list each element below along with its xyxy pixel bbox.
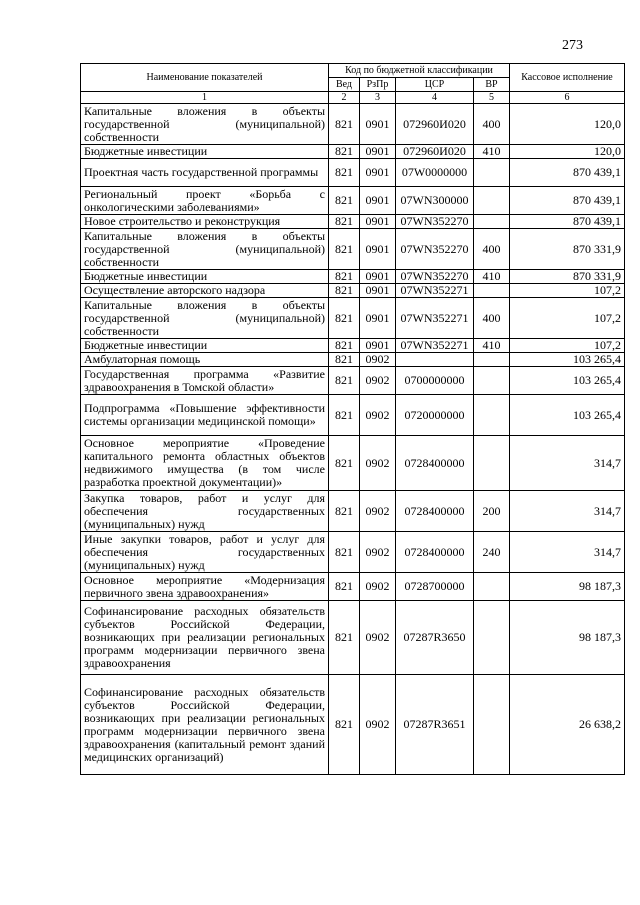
row-vr: 400 [474,229,510,270]
row-csr: 07WN352270 [396,215,474,229]
row-indicator-name: Проектная часть государственной программы [81,159,329,187]
row-rzpr: 0901 [360,145,396,159]
row-cash-execution: 103 265,4 [510,367,625,395]
row-vr [474,395,510,436]
row-ved: 821 [329,104,360,145]
row-vr: 410 [474,339,510,353]
header-vr: ВР [474,78,510,92]
row-vr [474,573,510,601]
table-row [81,532,625,573]
column-number: 2 [329,92,360,104]
header-indicator-name: Наименование показателей [81,64,329,92]
row-indicator-name: Бюджетные инвестиции [81,145,329,159]
row-vr [474,436,510,491]
row-cash-execution: 870 439,1 [510,187,625,215]
table-row [81,601,625,675]
row-vr: 400 [474,298,510,339]
row-csr: 07WN352270 [396,270,474,284]
row-vr: 200 [474,491,510,532]
row-csr: 07WN352271 [396,339,474,353]
row-indicator-name: Закупка товаров, работ и услуг для обеспечения государственных (муниципальных) нужд [81,491,329,532]
row-ved: 821 [329,353,360,367]
row-cash-execution: 870 331,9 [510,229,625,270]
row-indicator-name: Новое строительство и реконструкция [81,215,329,229]
row-cash-execution: 103 265,4 [510,395,625,436]
row-cash-execution: 98 187,3 [510,601,625,675]
row-vr [474,187,510,215]
row-cash-execution: 120,0 [510,104,625,145]
header-rzpr: РзПр [360,78,396,92]
table-row [81,187,625,215]
table-row [81,491,625,532]
budget-execution-table [80,63,625,775]
table-row [81,675,625,775]
column-number: 3 [360,92,396,104]
row-csr: 072960И020 [396,104,474,145]
table-row [81,104,625,145]
row-vr [474,159,510,187]
row-cash-execution: 120,0 [510,145,625,159]
row-ved: 821 [329,284,360,298]
row-rzpr: 0901 [360,215,396,229]
table-row [81,573,625,601]
row-rzpr: 0902 [360,532,396,573]
row-cash-execution: 107,2 [510,339,625,353]
row-vr [474,284,510,298]
row-vr [474,215,510,229]
row-csr: 07W0000000 [396,159,474,187]
column-number: 6 [510,92,625,104]
row-ved: 821 [329,145,360,159]
row-indicator-name: Софинансирование расходных обязательств субъектов Российской Федерации, возникающих при реализации региональных программ модернизации первичного звена здравоохранения [81,601,329,675]
row-csr: 07WN352270 [396,229,474,270]
table-row [81,436,625,491]
row-ved: 821 [329,601,360,675]
row-indicator-name: Основное мероприятие «Проведение капитального ремонта областных объектов недвижимого имущества (в том числе разработка проектной документации)» [81,436,329,491]
header-csr: ЦСР [396,78,474,92]
row-csr: 07287R3650 [396,601,474,675]
row-csr: 0700000000 [396,367,474,395]
row-indicator-name: Софинансирование расходных обязательств субъектов Российской Федерации, возникающих при реализации региональных программ модернизации первичного звена здравоохранения (капитальный ремонт зданий медицинских организаций) [81,675,329,775]
header-cash-execution: Кассовое исполнение [510,64,625,92]
row-csr: 0728400000 [396,491,474,532]
row-rzpr: 0901 [360,104,396,145]
row-rzpr: 0902 [360,436,396,491]
row-indicator-name: Иные закупки товаров, работ и услуг для обеспечения государственных (муниципальных) нужд [81,532,329,573]
table-row [81,229,625,270]
row-ved: 821 [329,395,360,436]
row-ved: 821 [329,229,360,270]
row-rzpr: 0901 [360,270,396,284]
row-csr: 0728400000 [396,532,474,573]
row-vr: 410 [474,270,510,284]
row-indicator-name: Основное мероприятие «Модернизация первичного звена здравоохранения» [81,573,329,601]
row-rzpr: 0902 [360,491,396,532]
row-ved: 821 [329,270,360,284]
header-budget-classification: Код по бюджетной классификации [329,64,510,78]
page-number: 273 [562,38,583,53]
row-vr [474,601,510,675]
row-cash-execution: 870 439,1 [510,215,625,229]
row-rzpr: 0902 [360,367,396,395]
row-csr [396,353,474,367]
column-number: 4 [396,92,474,104]
row-cash-execution: 314,7 [510,436,625,491]
row-rzpr: 0902 [360,353,396,367]
table-row [81,159,625,187]
row-csr: 07WN352271 [396,284,474,298]
column-number: 1 [81,92,329,104]
row-rzpr: 0901 [360,298,396,339]
table-row [81,353,625,367]
row-csr: 072960И020 [396,145,474,159]
row-csr: 07WN300000 [396,187,474,215]
row-csr: 0728700000 [396,573,474,601]
row-indicator-name: Капитальные вложения в объекты государственной (муниципальной) собственности [81,104,329,145]
row-ved: 821 [329,215,360,229]
header-ved: Вед [329,78,360,92]
row-indicator-name: Государственная программа «Развитие здравоохранения в Томской области» [81,367,329,395]
row-vr: 400 [474,104,510,145]
row-rzpr: 0902 [360,601,396,675]
table-row [81,339,625,353]
row-cash-execution: 870 331,9 [510,270,625,284]
row-indicator-name: Бюджетные инвестиции [81,339,329,353]
table-row [81,270,625,284]
row-vr: 410 [474,145,510,159]
row-ved: 821 [329,436,360,491]
row-cash-execution: 26 638,2 [510,675,625,775]
row-ved: 821 [329,298,360,339]
row-indicator-name: Осуществление авторского надзора [81,284,329,298]
row-rzpr: 0902 [360,675,396,775]
table-row [81,215,625,229]
row-ved: 821 [329,187,360,215]
row-indicator-name: Региональный проект «Борьба с онкологическими заболеваниями» [81,187,329,215]
row-cash-execution: 107,2 [510,284,625,298]
column-number: 5 [474,92,510,104]
row-cash-execution: 98 187,3 [510,573,625,601]
row-cash-execution: 870 439,1 [510,159,625,187]
table-row [81,395,625,436]
row-indicator-name: Бюджетные инвестиции [81,270,329,284]
table-row [81,284,625,298]
row-cash-execution: 314,7 [510,532,625,573]
row-indicator-name: Капитальные вложения в объекты государственной (муниципальной) собственности [81,229,329,270]
row-rzpr: 0902 [360,573,396,601]
row-vr [474,353,510,367]
row-vr: 240 [474,532,510,573]
table-row [81,367,625,395]
row-ved: 821 [329,367,360,395]
table-row [81,145,625,159]
table-body [81,104,625,775]
row-indicator-name: Амбулаторная помощь [81,353,329,367]
row-cash-execution: 107,2 [510,298,625,339]
row-csr: 07287R3651 [396,675,474,775]
row-vr [474,675,510,775]
row-rzpr: 0901 [360,187,396,215]
row-rzpr: 0901 [360,159,396,187]
row-csr: 0720000000 [396,395,474,436]
row-ved: 821 [329,339,360,353]
row-csr: 0728400000 [396,436,474,491]
row-rzpr: 0901 [360,229,396,270]
row-ved: 821 [329,491,360,532]
row-cash-execution: 103 265,4 [510,353,625,367]
row-rzpr: 0901 [360,339,396,353]
row-indicator-name: Подпрограмма «Повышение эффективности системы организации медицинской помощи» [81,395,329,436]
row-csr: 07WN352271 [396,298,474,339]
row-ved: 821 [329,532,360,573]
row-indicator-name: Капитальные вложения в объекты государственной (муниципальной) собственности [81,298,329,339]
row-ved: 821 [329,675,360,775]
table-row [81,298,625,339]
row-rzpr: 0902 [360,395,396,436]
row-ved: 821 [329,573,360,601]
row-ved: 821 [329,159,360,187]
row-vr [474,367,510,395]
row-cash-execution: 314,7 [510,491,625,532]
row-rzpr: 0901 [360,284,396,298]
